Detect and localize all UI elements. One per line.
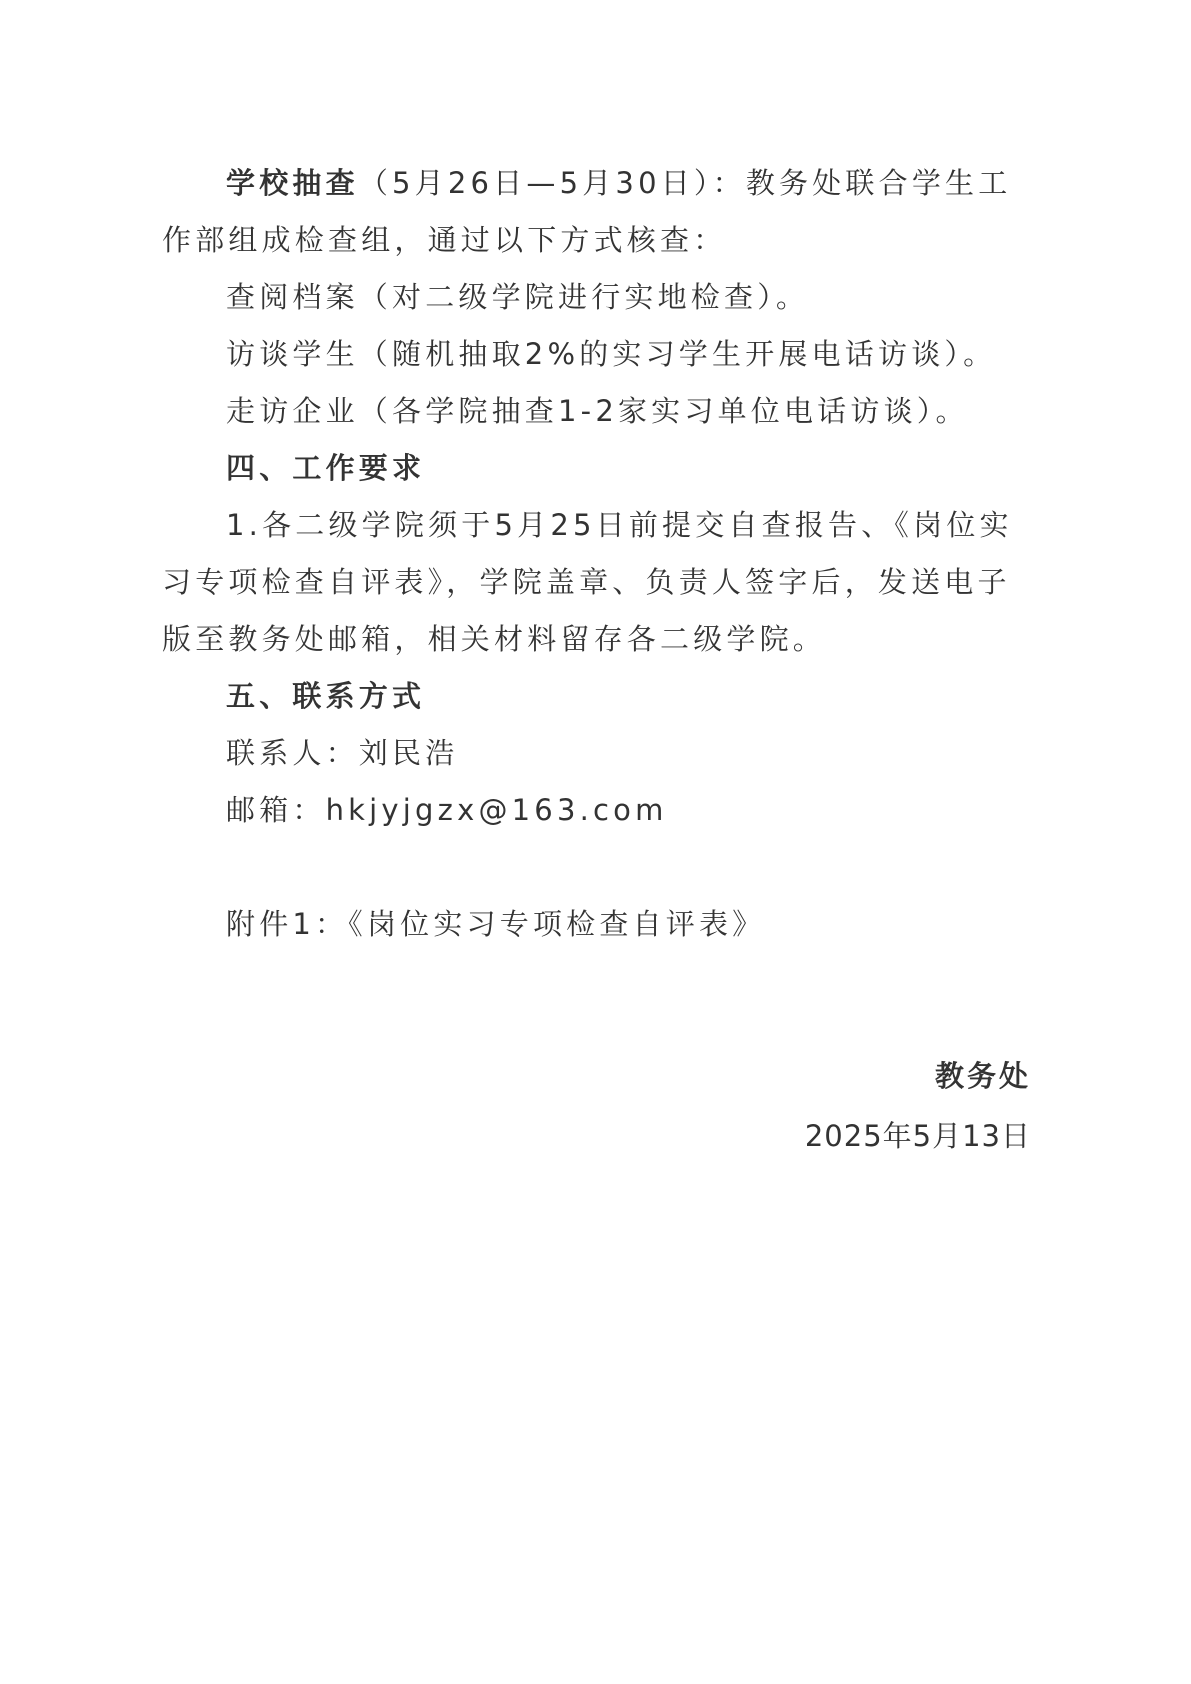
blank-line (162, 839, 1034, 896)
check-item-interview-students: 访谈学生（随机抽取2%的实习学生开展电话访谈）。 (226, 337, 997, 371)
signature-organization: 教务处 (934, 1059, 1031, 1093)
school-spot-check-paragraph (162, 155, 1034, 269)
signature-date: 2025年5月13日 (804, 1119, 1031, 1153)
section-heading-requirements: 四、工作要求 (226, 451, 426, 485)
section-heading-contact: 五、联系方式 (226, 679, 426, 713)
document-body (162, 155, 1034, 953)
check-item-archives: 查阅档案（对二级学院进行实地检查）。 (226, 280, 810, 314)
school-spot-check-text: （5月26日—5月30日）：教务处联合学生工作部组成检查组，通过以下方式核查： (162, 166, 1012, 257)
requirement-paragraph: 1.各二级学院须于5月25日前提交自查报告、《岗位实习专项检查自评表》，学院盖章、负责人签字后，发送电子版至教务处邮箱，相关材料留存各二级学院。 (162, 508, 1013, 656)
school-spot-check-label: 学校抽查 (226, 166, 359, 200)
attachment-line: 附件1：《岗位实习专项检查自评表》 (226, 907, 766, 941)
signature-block (805, 1046, 1031, 1166)
contact-person: 联系人：刘民浩 (226, 736, 459, 770)
check-item-visit-companies: 走访企业（各学院抽查1-2家实习单位电话访谈）。 (226, 394, 969, 428)
contact-email: 邮箱：hkjyjgzx@163.com (226, 793, 668, 827)
